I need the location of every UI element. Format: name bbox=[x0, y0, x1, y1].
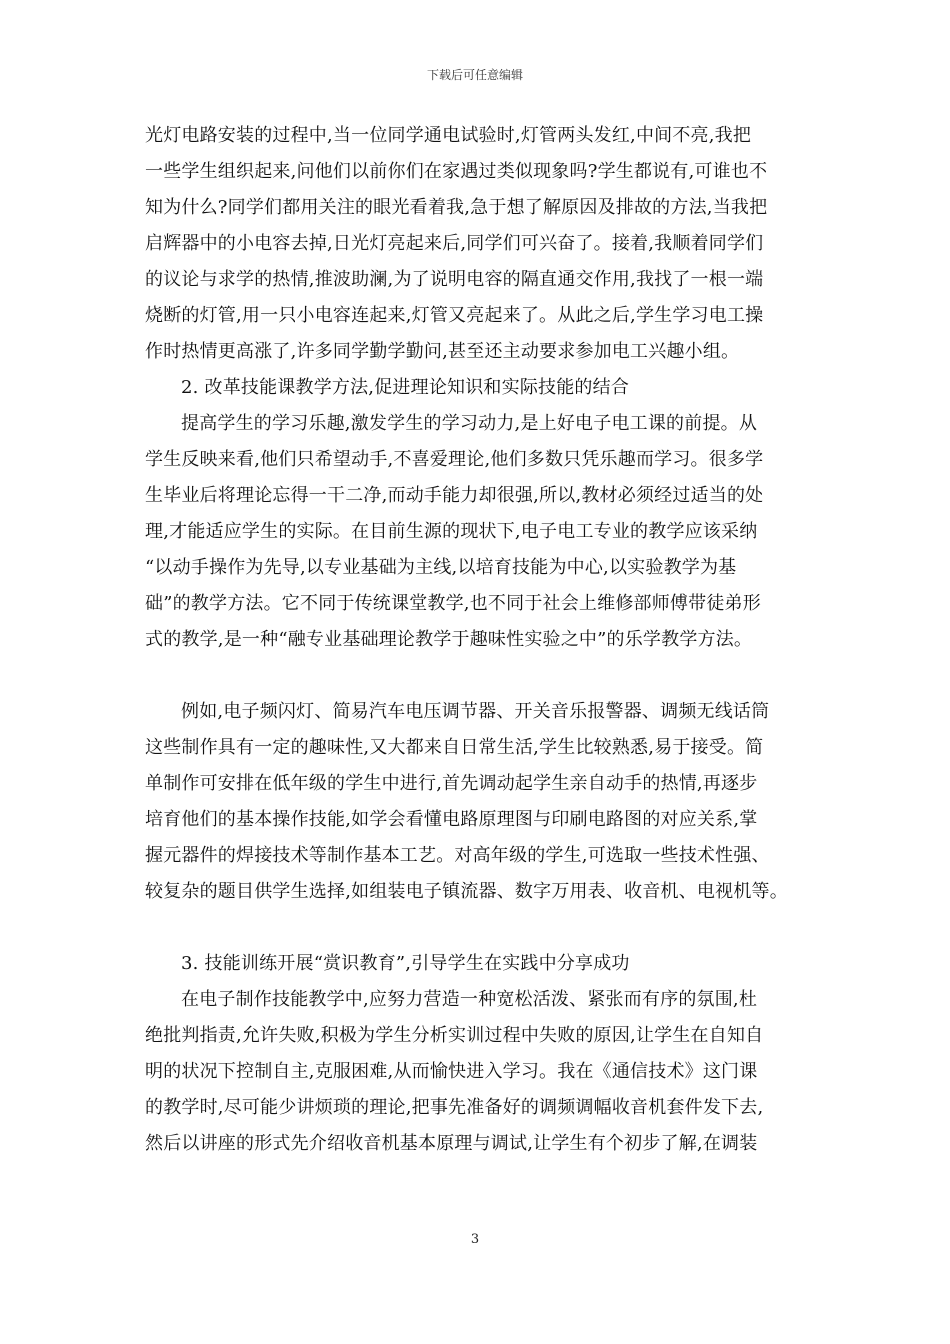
text-line: 光灯电路安装的过程中,当一位同学通电试验时,灯管两头发红,中间不亮,我把 bbox=[145, 125, 752, 146]
text-line: 例如,电子频闪灯、简易汽车电压调节器、开关音乐报警器、调频无线话筒 bbox=[181, 701, 770, 722]
paragraph-spacer bbox=[145, 658, 810, 694]
text-line: 理,才能适应学生的实际。在目前生源的现状下,电子电工专业的教学应该采纳 bbox=[145, 521, 758, 542]
page-number: 3 bbox=[470, 1232, 480, 1247]
text-line: 的议论与求学的热情,推波助澜,为了说明电容的隔直通交作用,我找了一根一端 bbox=[145, 269, 764, 290]
text-line: 启辉器中的小电容去掉,日光灯亮起来后,同学们可兴奋了。接着,我顺着同学们 bbox=[145, 233, 764, 254]
text-line: 一些学生组织起来,问他们以前你们在家遇过类似现象吗?学生都说有,可谁也不 bbox=[145, 161, 768, 182]
text-line: 明的状况下控制自主,克服困难,从而愉快进入学习。我在《通信技术》这门课 bbox=[145, 1061, 758, 1082]
text-line: 础”的教学方法。它不同于传统课堂教学,也不同于社会上维修部师傅带徒弟形 bbox=[145, 593, 761, 614]
paragraph-spacer bbox=[145, 910, 810, 946]
page-header: 下载后可任意编辑 bbox=[426, 68, 523, 82]
text-line: 培育他们的基本操作技能,如学会看懂电路原理图与印刷电路图的对应关系,掌 bbox=[145, 809, 758, 830]
text-line: 作时热情更高涨了,许多同学勤学勤问,甚至还主动要求参加电工兴趣小组。 bbox=[145, 341, 740, 362]
text-line: 学生反映来看,他们只希望动手,不喜爱理论,他们多数只凭乐趣而学习。很多学 bbox=[145, 449, 764, 470]
section-heading: 2. 改革技能课教学方法,促进理论知识和实际技能的结合 bbox=[181, 377, 630, 398]
text-line: 然后以讲座的形式先介绍收音机基本原理与调试,让学生有个初步了解,在调装 bbox=[145, 1133, 758, 1154]
paragraph bbox=[145, 406, 810, 658]
text-line: 提高学生的学习乐趣,激发学生的学习动力,是上好电子电工课的前提。从 bbox=[181, 413, 758, 434]
text-line: 烧断的灯管,用一只小电容连起来,灯管又亮起来了。从此之后,学生学习电工操 bbox=[145, 305, 764, 326]
text-line: 这些制作具有一定的趣味性,又大都来自日常生活,学生比较熟悉,易于接受。简 bbox=[145, 737, 764, 758]
text-line: 生毕业后将理论忘得一干二净,而动手能力却很强,所以,教材必须经过适当的处 bbox=[145, 485, 764, 506]
document-body bbox=[145, 118, 810, 1162]
text-line: 较复杂的题目供学生选择,如组装电子镇流器、数字万用表、收音机、电视机等。 bbox=[145, 881, 788, 902]
text-line: 的教学时,尽可能少讲烦琐的理论,把事先准备好的调频调幅收音机套件发下去, bbox=[145, 1097, 764, 1118]
text-line: 单制作可安排在低年级的学生中进行,首先调动起学生亲自动手的热情,再逐步 bbox=[145, 773, 758, 794]
paragraph bbox=[145, 694, 810, 910]
paragraph bbox=[145, 982, 810, 1162]
text-line: 在电子制作技能教学中,应努力营造一种宽松活泼、紧张而有序的氛围,杜 bbox=[181, 989, 758, 1010]
text-line: “以动手操作为先导,以专业基础为主线,以培育技能为中心,以实验教学为基 bbox=[145, 557, 737, 578]
text-line: 知为什么?同学们都用关注的眼光看着我,急于想了解原因及排故的方法,当我把 bbox=[145, 197, 768, 218]
section-heading: 3. 技能训练开展“赏识教育”,引导学生在实践中分享成功 bbox=[181, 953, 630, 974]
text-line: 式的教学,是一种“融专业基础理论教学于趣味性实验之中”的乐学教学方法。 bbox=[145, 629, 753, 650]
text-line: 握元器件的焊接技术等制作基本工艺。对高年级的学生,可选取一些技术性强、 bbox=[145, 845, 770, 866]
paragraph bbox=[145, 118, 810, 370]
text-line: 绝批判指责,允许失败,积极为学生分析实训过程中失败的原因,让学生在自知自 bbox=[145, 1025, 764, 1046]
